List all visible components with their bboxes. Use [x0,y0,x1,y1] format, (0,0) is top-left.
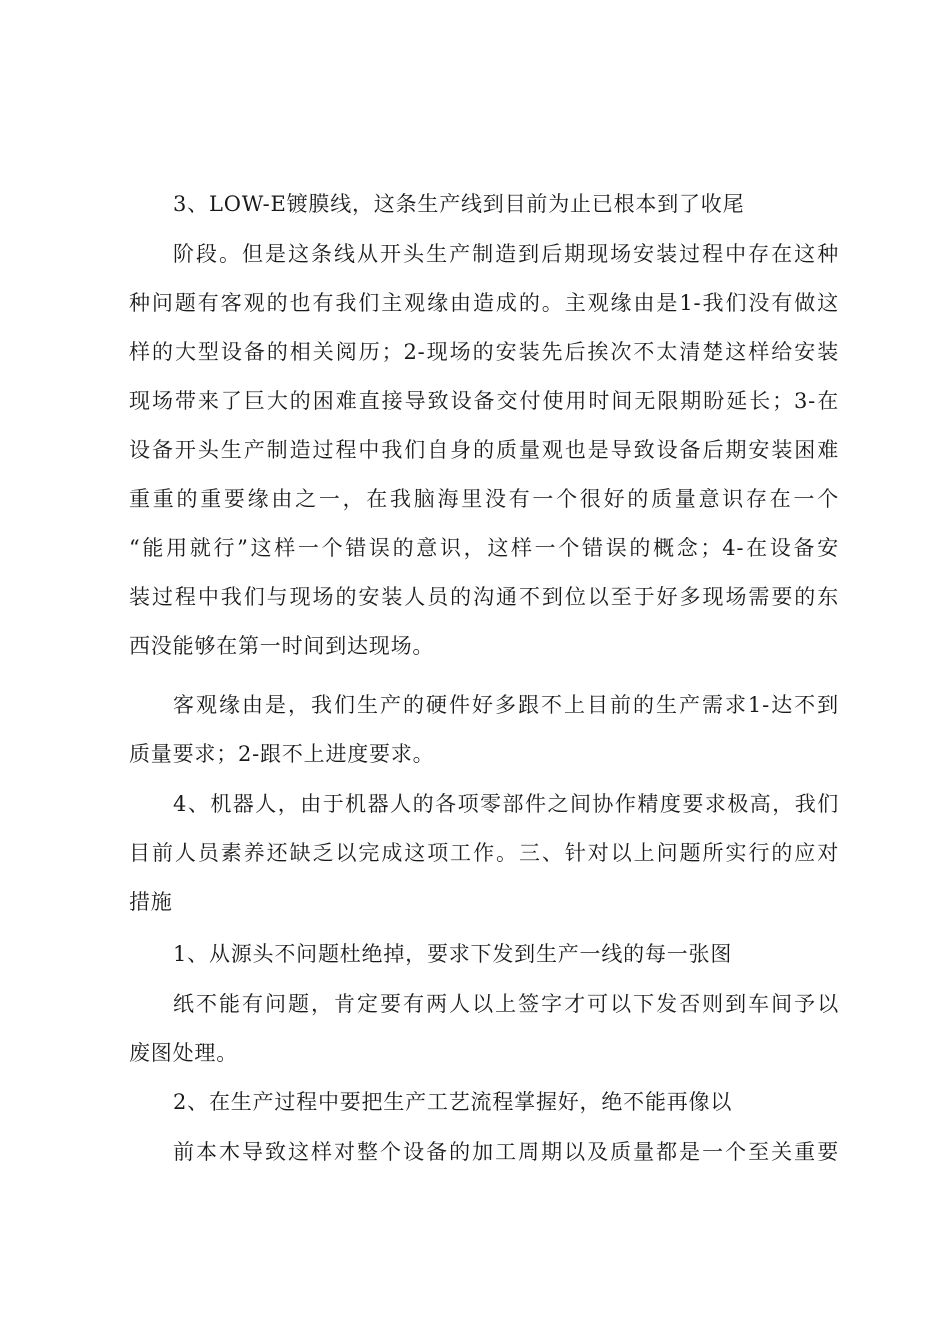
text-line: 措施 [129,890,173,914]
text-line: 种问题有客观的也有我们主观缘由造成的。主观缘由是1-我们没有做这 [129,291,839,315]
text-line: 西没能够在第一时间到达现场。 [129,634,435,658]
text-line: 废图处理。 [129,1041,238,1065]
text-line: 前本木导致这样对整个设备的加工周期以及质量都是一个至关重要 [173,1140,839,1164]
paragraph-objective-reasons [129,681,839,779]
text-line: 4、机器人，由于机器人的各项零部件之间协作精度要求极高，我们 [173,792,839,816]
text-line: 样的大型设备的相关阅历；2-现场的安装先后挨次不太清楚这样给安装 [129,340,839,364]
text-line: “能用就行”这样一个错误的意识，这样一个错误的概念；4-在设备安 [129,536,839,560]
text-line: 2、在生产过程中要把生产工艺流程掌握好，绝不能再像以 [173,1090,733,1114]
text-line: 纸不能有问题，肯定要有两人以上签字才可以下发否则到车间予以 [173,992,839,1016]
text-line: 1、从源头不问题杜绝掉，要求下发到生产一线的每一张图 [173,942,733,966]
text-line: 装过程中我们与现场的安装人员的沟通不到位以至于好多现场需要的东 [129,585,839,609]
text-line: 设备开头生产制造过程中我们自身的质量观也是导致设备后期安装困难 [129,438,839,462]
text-line: 目前人员素养还缺乏以完成这项工作。三、针对以上问题所实行的应对 [129,841,839,865]
text-line: 阶段。但是这条线从开头生产制造到后期现场安装过程中存在这种 [173,242,839,266]
paragraph-low-e-problems [129,230,839,671]
text-line: 质量要求；2-跟不上进度要求。 [129,742,435,766]
paragraph-measure-2-body [129,1128,839,1177]
paragraph-low-e-line-heading [129,180,839,229]
text-line: 现场带来了巨大的困难直接导致设备交付使用时间无限期盼延长；3-在 [129,389,839,413]
paragraph-measure-1-body [129,980,839,1078]
paragraph-measure-2-heading [129,1078,839,1127]
paragraph-measure-1-heading [129,930,839,979]
text-line: 重重的重要缘由之一，在我脑海里没有一个很好的质量意识存在一个 [129,487,839,511]
text-line: 客观缘由是，我们生产的硬件好多跟不上目前的生产需求1-达不到 [173,693,839,717]
paragraph-robot [129,780,839,927]
text-line: 3、LOW-E镀膜线，这条生产线到目前为止已根本到了收尾 [173,192,745,216]
